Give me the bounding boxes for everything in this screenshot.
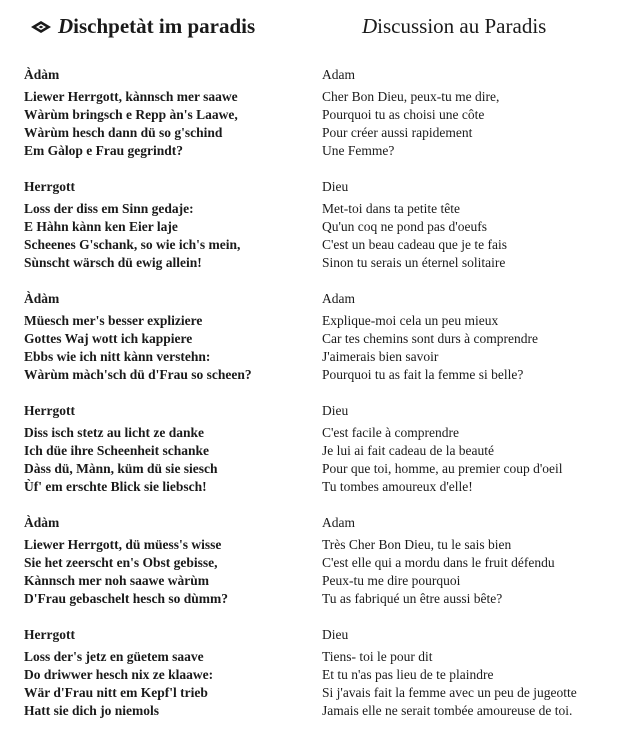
- verse-line: Ùf' em erschte Blick sie liebsch!: [24, 479, 207, 494]
- stanza: [24, 66, 314, 178]
- speaker-name: Adam: [322, 291, 355, 306]
- verse-line: Qu'un coq ne pond pas d'oeufs: [322, 219, 487, 234]
- stanza: [24, 514, 314, 626]
- verse-line: Liewer Herrgott, kànnsch mer saawe: [24, 89, 238, 104]
- verse-line: Liewer Herrgott, dü müess's wisse: [24, 537, 222, 552]
- french-title-text: iscussion au Paradis: [377, 14, 547, 38]
- verse-line: Très Cher Bon Dieu, tu le sais bien: [322, 537, 512, 552]
- verse-line: Wàrùm bringsch e Repp àn's Laawe,: [24, 107, 238, 122]
- verse-line: Loss der diss em Sinn gedaje:: [24, 201, 194, 216]
- stanza: [24, 178, 314, 290]
- stanza: [24, 402, 314, 514]
- french-title: [362, 14, 546, 39]
- verse-line: Si j'avais fait la femme avec un peu de jugeotte: [322, 685, 577, 700]
- verse-line: Tu as fabriqué un être aussi bête?: [322, 591, 503, 606]
- verse-line: J'aimerais bien savoir: [322, 349, 439, 364]
- verse-line: Jamais elle ne serait tombée amoureuse de toi.: [322, 703, 573, 718]
- speaker-name: Herrgott: [24, 627, 75, 642]
- stanza: [322, 514, 622, 626]
- verse-line: C'est facile à comprendre: [322, 425, 459, 440]
- speaker-name: Adam: [322, 67, 355, 82]
- verse-line: Dàss dü, Mànn, küm dü sie siesch: [24, 461, 218, 476]
- verse-line: Sie het zeerscht en's Obst gebisse,: [24, 555, 218, 570]
- verse-line: Pour que toi, homme, au premier coup d'oeil: [322, 461, 563, 476]
- verse-line: Wàrùm hesch dann dü so g'schind: [24, 125, 223, 140]
- verse-line: Sinon tu serais un éternel solitaire: [322, 255, 506, 270]
- stanza: [322, 66, 622, 178]
- speaker-name: Dieu: [322, 627, 349, 642]
- verse-line: Kànnsch mer noh saawe wàrùm: [24, 573, 210, 588]
- verse-line: Tu tombes amoureux d'elle!: [322, 479, 473, 494]
- verse-line: Met-toi dans ta petite tête: [322, 201, 460, 216]
- verse-line: Car tes chemins sont durs à comprendre: [322, 331, 538, 346]
- stanza: [24, 290, 314, 402]
- verse-line: Sùnscht wärsch dü ewig allein!: [24, 255, 202, 270]
- verse-line: Ebbs wie ich nitt kànn verstehn:: [24, 349, 211, 364]
- stanza: [322, 178, 622, 290]
- verse-line: C'est elle qui a mordu dans le fruit défendu: [322, 555, 555, 570]
- page-header: [0, 14, 629, 50]
- verse-line: Hatt sie dich jo niemols: [24, 703, 159, 718]
- verse-line: C'est un beau cadeau que je te fais: [322, 237, 507, 252]
- stanza: [322, 626, 622, 738]
- stanza: [322, 290, 622, 402]
- speaker-name: Dieu: [322, 179, 349, 194]
- verse-line: Em Gàlop e Frau gegrindt?: [24, 143, 183, 158]
- verse-line: Gottes Waj wott ich kappiere: [24, 331, 193, 346]
- speaker-name: Àdàm: [24, 515, 60, 530]
- verse-line: Ich düe ihre Scheenheit schanke: [24, 443, 210, 458]
- alsatian-title: [30, 14, 255, 39]
- alsatian-column: [24, 66, 314, 738]
- verse-line: Tiens- toi le pour dit: [322, 649, 433, 664]
- french-title-initial: D: [362, 14, 378, 38]
- verse-line: Une Femme?: [322, 143, 395, 158]
- verse-line: Je lui ai fait cadeau de la beauté: [322, 443, 495, 458]
- speaker-name: Adam: [322, 515, 355, 530]
- verse-line: Pourquoi tu as choisi une côte: [322, 107, 485, 122]
- stanza: [24, 626, 314, 738]
- speaker-name: Àdàm: [24, 67, 60, 82]
- speaker-name: Àdàm: [24, 291, 60, 306]
- speaker-name: Herrgott: [24, 403, 75, 418]
- verse-line: Wàrùm màch'sch dü d'Frau so scheen?: [24, 367, 252, 382]
- speaker-name: Herrgott: [24, 179, 75, 194]
- verse-line: Scheenes G'schank, so wie ich's mein,: [24, 237, 241, 252]
- verse-line: Pour créer aussi rapidement: [322, 125, 473, 140]
- alsatian-title-text: ischpetàt im paradis: [73, 14, 256, 38]
- verse-line: Müesch mer's besser expliziere: [24, 313, 203, 328]
- verse-line: Et tu n'as pas lieu de te plaindre: [322, 667, 494, 682]
- verse-line: Do driwwer hesch nix ze klaawe:: [24, 667, 214, 682]
- verse-line: Peux-tu me dire pourquoi: [322, 573, 461, 588]
- verse-line: Wär d'Frau nitt em Kepf'l trieb: [24, 685, 208, 700]
- diamond-ornament-icon: [30, 20, 52, 34]
- alsatian-title-initial: D: [58, 14, 74, 38]
- verse-line: Loss der's jetz en güetem saave: [24, 649, 204, 664]
- verse-line: Explique-moi cela un peu mieux: [322, 313, 499, 328]
- verse-line: E Hàhn kànn ken Eier laje: [24, 219, 178, 234]
- verse-line: Cher Bon Dieu, peux-tu me dire,: [322, 89, 500, 104]
- verse-line: Pourquoi tu as fait la femme si belle?: [322, 367, 524, 382]
- verse-line: D'Frau gebaschelt hesch so dùmm?: [24, 591, 229, 606]
- french-column: [322, 66, 622, 738]
- verse-line: Diss isch stetz au licht ze danke: [24, 425, 204, 440]
- stanza: [322, 402, 622, 514]
- speaker-name: Dieu: [322, 403, 349, 418]
